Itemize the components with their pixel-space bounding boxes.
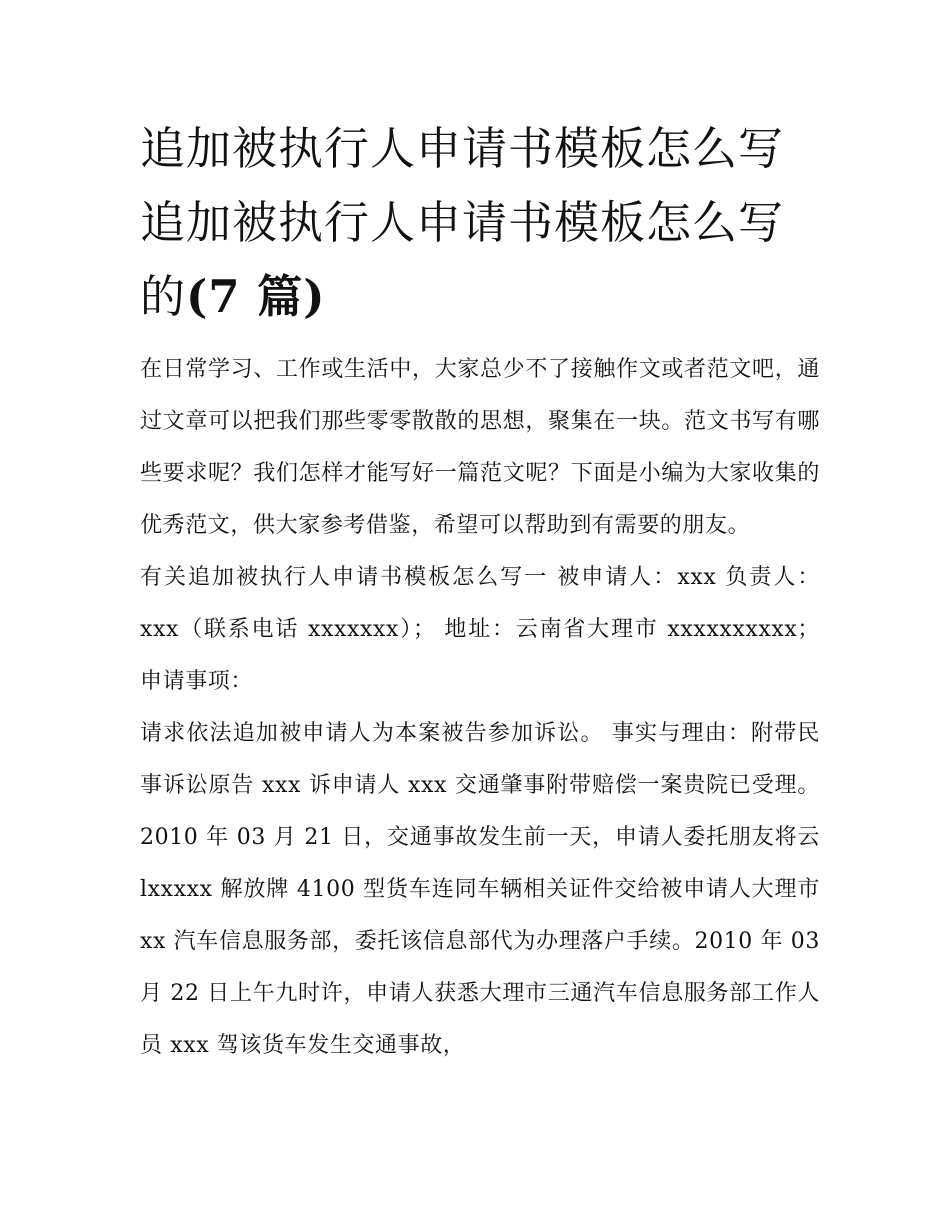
document-body <box>140 112 820 1072</box>
intro-paragraph: 在日常学习、工作或生活中，大家总少不了接触作文或者范文吧，通过文章可以把我们那些零零散散的思想，聚集在一块。范文书写有哪些要求呢？我们怎样才能写好一篇范文呢？下面是小编为大家收集的优秀范文，供大家参考借鉴，希望可以帮助到有需要的朋友。 <box>140 357 820 538</box>
facts-paragraph: 请求依法追加被申请人为本案被告参加诉讼。 事实与理由：附带民事诉讼原告 xxx 诉申请人 xxx 交通肇事附带赔偿一案贵院已受理。2010 年 03 月 21 日，交通事故发生前一天，申请人委托朋友将云 lxxxxx 解放牌 4100 型货车连同车辆相关证件交给被申请人大理市 xx 汽车信息服务部，委托该信息部代为办理落户手续。2010 年 03 月 22 日上午九时许，申请人获悉大理市三通汽车信息服务部工作人员 xxx 驾该货车发生交通事故， <box>140 721 820 1058</box>
document-title-suffix: (7 篇) <box>186 270 326 323</box>
parties-paragraph: 有关追加被执行人申请书模板怎么写一 被申请人：xxx 负责人：xxx（联系电话 xxxxxxx）； 地址：云南省大理市 xxxxxxxxxx； 申请事项： <box>140 565 820 694</box>
document-title-main: 追加被执行人申请书模板怎么写 追加被执行人申请书模板怎么写的 <box>140 122 785 323</box>
document-title <box>140 112 820 334</box>
